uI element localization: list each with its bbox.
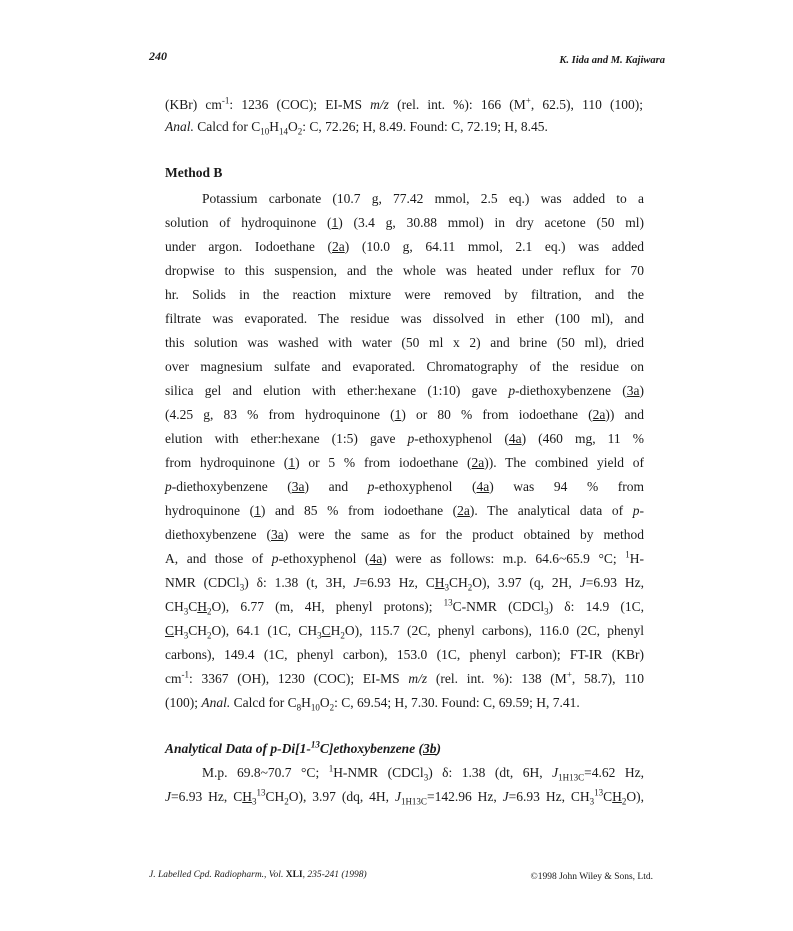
- text-line: over magnesium sulfate and evaporated. Chromatography of the residue on: [165, 359, 644, 374]
- text-line: hr. Solids in the reaction mixture were removed by filtration, and the: [165, 287, 644, 302]
- text-line: diethoxybenzene (3a) were the same as for the product obtained by method: [165, 527, 644, 542]
- text-line: $CH_3CH_2O$), 6.77 (m, 4H, phenyl protons); $^{13}$C-NMR (CDCl$_3$) δ: 14.9 (1C,: [165, 597, 645, 617]
- text-line: hydroquinone (1) and 85 % from iodoethane (2a). The analytical data of p-: [165, 503, 645, 518]
- text-line: p-diethoxybenzene (3a) and p-ethoxyphenol (4a) was 94 % from: [165, 479, 645, 494]
- text-line: silica gel and elution with ether:hexane (1:10) gave p-diethoxybenzene (3a): [165, 383, 645, 398]
- footer-citation: J. Labelled Cpd. Radiopharm., Vol. XLI, 235-241 (1998): [149, 870, 367, 880]
- text-line: J=6.93 Hz, $CH_3^{13}CH_2O$), 3.97 (dq, 4H, $J_{1H13C}=142.96$ Hz, J=6.93 Hz, $CH_3^{13}CH_2O$),: [165, 787, 645, 807]
- text-line: M.p. 69.8~70.7 °C; $^1$H-NMR (CDCl$_3$) δ: 1.38 (dt, 6H, $J_{1H13C}=4.62$ Hz,: [202, 763, 644, 783]
- running-head-authors: K. Iida and M. Kajiwara: [559, 55, 665, 66]
- text-line: $CH_3CH_2O$), 64.1 (1C, $CH_3CH_2O$), 115.7 (2C, phenyl carbons), 116.0 (2C, phenyl: [165, 623, 644, 641]
- footer-copyright: ©1998 John Wiley & Sons, Ltd.: [530, 872, 653, 882]
- text-line: Potassium carbonate (10.7 g, 77.42 mmol, 2.5 eq.) was added to a: [202, 191, 644, 206]
- text-line: (KBr) $cm^{-1}$: 1236 (COC); EI-MS m/z (rel. int. %): 166 (M+, 62.5), 110 (100);: [165, 95, 644, 112]
- text-line: from hydroquinone (1) or 5 % from iodoethane (2a)). The combined yield of: [165, 455, 644, 470]
- text-line: under argon. Iodoethane (2a) (10.0 g, 64.11 mmol, 2.1 eq.) was added: [165, 239, 644, 254]
- text-line: filtrate was evaporated. The residue was dissolved in ether (100 ml), and: [165, 311, 644, 326]
- text-line: solution of hydroquinone (1) (3.4 g, 30.88 mmol) in dry acetone (50 ml): [165, 215, 644, 230]
- text-line: Anal. Calcd for $C_{10}H_{14}O_2$: C, 72.26; H, 8.49. Found: C, 72.19; H, 8.45.: [165, 119, 548, 137]
- section-heading-analytical-data: Analytical Data of p-Di[1-$^{13}$C]ethoxybenzene (3b): [165, 739, 441, 756]
- text-line: A, and those of p-ethoxyphenol (4a) were as follows: m.p. 64.6~65.9 °C; $^1$H-: [165, 549, 644, 566]
- page-number: 240: [149, 49, 167, 63]
- text-line: this solution was washed with water (50 ml x 2) and brine (50 ml), dried: [165, 335, 644, 350]
- text-line: dropwise to this suspension, and the whole was heated under reflux for 70: [165, 263, 644, 278]
- text-line: $cm^{-1}$: 3367 (OH), 1230 (COC); EI-MS m/z (rel. int. %): 138 (M+, 58.7), 110: [165, 669, 644, 686]
- text-line: carbons), 149.4 (1C, phenyl carbon), 153.0 (1C, phenyl carbon); FT-IR (KBr): [165, 647, 644, 662]
- text-line: (100); Anal. Calcd for $C_8H_{10}O_2$: C, 69.54; H, 7.30. Found: C, 69.59; H, 7.41.: [165, 695, 580, 713]
- text-line: NMR (CDCl$_3$) δ: 1.38 (t, 3H, J=6.93 Hz, $CH_3CH_2O$), 3.97 (q, 2H, J=6.93 Hz,: [165, 575, 644, 593]
- text-line: elution with ether:hexane (1:5) gave p-ethoxyphenol (4a) (460 mg, 11 %: [165, 431, 644, 446]
- section-heading-method-b: Method B: [165, 165, 223, 180]
- text-line: (4.25 g, 83 % from hydroquinone (1) or 80 % from iodoethane (2a)) and: [165, 407, 645, 422]
